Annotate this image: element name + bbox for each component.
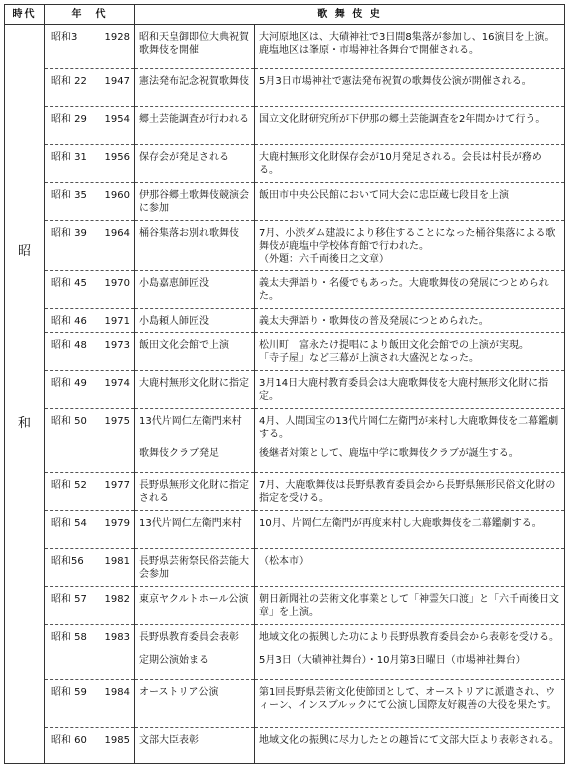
event-cell	[135, 309, 255, 333]
era-year: 昭和 46	[51, 316, 87, 327]
year-cell	[45, 371, 135, 409]
event-cell	[135, 371, 255, 409]
note-text: 義太夫弾語り・歌舞伎の普及発展につとめられた。	[259, 316, 489, 327]
note-text: 7月、小渋ダム建設により移住することになった桶谷集落による歌舞伎が鹿塩中学校体育館で行われた。	[259, 228, 556, 252]
event-text: 伊那谷郷土歌舞伎競演会に参加	[139, 190, 249, 214]
event-cell	[135, 624, 255, 648]
note-text: 朝日新聞社の芸術文化事業として「神霊矢口渡」と「六千両後日文章」を上演。	[259, 593, 559, 618]
event-cell	[135, 409, 255, 442]
table-row	[5, 409, 565, 442]
note-text: 大河原地区は、大磧神社で3日間8集落が参加し、16演目を上演。鹿塩地区は峯原・市場神社各舞台で開催される。	[259, 32, 555, 56]
table-row	[5, 309, 565, 333]
era-year: 昭和 60	[51, 734, 87, 746]
year-cell	[45, 548, 135, 586]
table-row	[5, 441, 565, 472]
note-cell	[255, 624, 565, 648]
event-text: 長野県教育委員会表彰	[139, 631, 239, 643]
era-cell	[5, 25, 45, 764]
note-text: 4月、人間国宝の13代片岡仁左衛門が来村し大鹿歌舞伎を二幕鑑劇する。	[259, 416, 559, 440]
event-text: 歌舞伎クラブ発足	[139, 448, 219, 459]
note-cell	[255, 271, 565, 309]
western-year: 1960	[104, 190, 130, 201]
year-cell	[45, 309, 135, 333]
note-cell	[255, 221, 565, 271]
year-cell	[45, 107, 135, 145]
note-text: 国立文化財研究所が下伊那の郷土芸能調査を2年間かけて行う。	[259, 114, 546, 125]
table-row	[5, 472, 565, 510]
event-cell	[135, 69, 255, 107]
era-year: 昭和 48	[51, 340, 87, 351]
table-row	[5, 586, 565, 624]
note-cell	[255, 441, 565, 472]
note-cell	[255, 107, 565, 145]
event-text: オーストリア公演	[139, 686, 219, 698]
event-cell	[135, 183, 255, 221]
western-year: 1985	[104, 734, 130, 746]
note-cell	[255, 69, 565, 107]
table-row	[5, 510, 565, 548]
note-text: 松川町 富永たけ提唱により飯田文化会館での上演が実現。	[259, 340, 529, 351]
year-cell	[45, 648, 135, 679]
note-text: 飯田市中央公民館において同大会に忠臣蔵七段目を上演	[259, 190, 509, 201]
note-cell	[255, 333, 565, 371]
note-text: 第1回長野県芸術文化使節団として、オーストリアに派遣され、ウィーン、インスブルックにて公演し国際友好親善の大役を果たす。	[259, 686, 557, 711]
event-text: 13代片岡仁左衛門来村	[139, 517, 242, 529]
western-year: 1975	[104, 416, 130, 427]
era-year: 昭和 39	[51, 228, 87, 239]
western-year: 1973	[104, 340, 130, 351]
note-cell	[255, 183, 565, 221]
note-text: 地域文化の振興した功により長野県教育委員会から表彰を受ける。	[259, 631, 559, 643]
western-year: 1971	[104, 316, 130, 327]
event-cell	[135, 145, 255, 183]
note-cell	[255, 727, 565, 763]
note-text: 10月、片岡仁左衛門が再度来村し大鹿歌舞伎を二幕鑑劇する。	[259, 517, 542, 529]
note-cell	[255, 25, 565, 69]
western-year: 1954	[104, 114, 130, 125]
event-text: 長野県芸術祭民俗芸能大会参加	[139, 555, 249, 580]
event-text: 憲法発布記念祝賀歌舞伎	[139, 76, 249, 87]
table-row	[5, 271, 565, 309]
era-year: 昭和 58	[51, 631, 87, 643]
era-year: 昭和3	[51, 32, 78, 43]
western-year: 1928	[104, 32, 130, 43]
note-cell	[255, 679, 565, 727]
table-row	[5, 679, 565, 727]
year-cell	[45, 679, 135, 727]
note-cell	[255, 145, 565, 183]
western-year: 1970	[104, 278, 130, 289]
table-row	[5, 648, 565, 679]
year-cell	[45, 145, 135, 183]
year-cell	[45, 69, 135, 107]
history-table	[4, 4, 565, 764]
event-cell	[135, 648, 255, 679]
event-cell	[135, 472, 255, 510]
event-text: 飯田文化会館で上演	[139, 340, 229, 351]
event-text: 小島頼人師匠没	[139, 316, 209, 327]
western-year: 1984	[104, 686, 130, 698]
event-text: 東京ヤクルトホール公演	[139, 593, 249, 605]
note-cell	[255, 371, 565, 409]
event-text: 郷土芸能調査が行われる	[139, 114, 249, 125]
event-cell	[135, 727, 255, 763]
note-text: 3月14日大鹿村教育委員会は大鹿歌舞伎を大鹿村無形文化財に指定。	[259, 378, 549, 402]
note-text: 7月、大鹿歌舞伎は長野県教育委員会から長野県無形民俗文化財の指定を受ける。	[259, 479, 556, 504]
era-year: 昭和 50	[51, 416, 87, 427]
western-year: 1947	[104, 76, 130, 87]
year-cell	[45, 409, 135, 442]
note-cell	[255, 648, 565, 679]
event-text: 小島嘉恵師匠没	[139, 278, 209, 289]
event-text: 桶谷集落お別れ歌舞伎	[139, 228, 239, 239]
era-year: 昭和 59	[51, 686, 87, 698]
western-year: 1977	[104, 479, 130, 491]
note-text: 地域文化の振興に尽力したとの趣旨にて文部大臣より表彰される。	[259, 734, 559, 746]
note-cell	[255, 548, 565, 586]
year-cell	[45, 271, 135, 309]
event-cell	[135, 441, 255, 472]
event-cell	[135, 586, 255, 624]
event-text: 13代片岡仁左衛門来村	[139, 416, 242, 427]
event-cell	[135, 333, 255, 371]
era-year: 昭和56	[51, 555, 84, 567]
era-year: 昭和 31	[51, 152, 87, 163]
note-text: 義太夫弾語り・名優でもあった。大鹿歌舞伎の発展につとめられた。	[259, 278, 549, 302]
table-row	[5, 624, 565, 648]
year-cell	[45, 586, 135, 624]
event-text: 長野県無形文化財に指定される	[139, 479, 249, 504]
note-text: 後継者対策として、鹿塩中学に歌舞伎クラブが誕生する。	[259, 448, 519, 459]
era-year: 昭和 49	[51, 378, 87, 389]
header-year: 年 代	[45, 5, 135, 25]
event-cell	[135, 679, 255, 727]
table-row	[5, 371, 565, 409]
table-row	[5, 183, 565, 221]
table-row	[5, 145, 565, 183]
table-row	[5, 333, 565, 371]
header-row	[5, 5, 565, 25]
table-row	[5, 221, 565, 271]
note-cell	[255, 472, 565, 510]
note-cell	[255, 510, 565, 548]
year-cell	[45, 183, 135, 221]
header-history: 歌 舞 伎 史	[135, 5, 565, 25]
western-year: 1983	[104, 631, 130, 643]
year-cell	[45, 333, 135, 371]
western-year: 1981	[104, 555, 130, 567]
era-year: 昭和 35	[51, 190, 87, 201]
western-year: 1974	[104, 378, 130, 389]
era-year: 昭和 52	[51, 479, 87, 491]
event-text: 大鹿村無形文化財に指定	[139, 378, 249, 389]
table-row	[5, 548, 565, 586]
header-era: 時代	[5, 5, 45, 25]
table-row	[5, 107, 565, 145]
event-text: 昭和天皇御即位大典祝賀歌舞伎を開催	[139, 32, 249, 56]
year-cell	[45, 221, 135, 271]
event-cell	[135, 221, 255, 271]
era-char: 昭	[17, 244, 31, 259]
western-year: 1979	[104, 517, 130, 529]
note-text: 「寺子屋」など三幕が上演され大盛況となった。	[259, 353, 479, 364]
era-year: 昭和 57	[51, 593, 87, 605]
table-row	[5, 25, 565, 69]
note-text: 大鹿村無形文化財保存会が10月発足される。会長は村長が務める。	[259, 152, 542, 176]
event-text: 保存会が発足される	[139, 152, 229, 163]
note-cell	[255, 309, 565, 333]
event-text: 定期公演始まる	[139, 655, 209, 666]
western-year: 1956	[104, 152, 130, 163]
note-cell	[255, 409, 565, 442]
note-cell	[255, 586, 565, 624]
era-year: 昭和 29	[51, 114, 87, 125]
year-cell	[45, 510, 135, 548]
year-cell	[45, 25, 135, 69]
era-year: 昭和 45	[51, 278, 87, 289]
event-cell	[135, 510, 255, 548]
western-year: 1982	[104, 593, 130, 605]
era-char: 和	[17, 416, 31, 431]
year-cell	[45, 441, 135, 472]
note-text: （松本市）	[259, 555, 309, 567]
table-row	[5, 727, 565, 763]
table-row	[5, 69, 565, 107]
event-text: 文部大臣表彰	[139, 734, 199, 746]
year-cell	[45, 624, 135, 648]
western-year: 1964	[104, 228, 130, 239]
year-cell	[45, 472, 135, 510]
event-cell	[135, 25, 255, 69]
table-body	[5, 25, 565, 764]
note-text: 5月3日（大磧神社舞台）・10月第3日曜日（市場神社舞台）	[259, 655, 526, 666]
note-text: （外題：六千両後日之文章）	[259, 254, 389, 265]
era-year: 昭和 54	[51, 517, 87, 529]
era-year: 昭和 22	[51, 76, 87, 87]
event-cell	[135, 548, 255, 586]
event-cell	[135, 271, 255, 309]
note-text: 5月3日市場神社で憲法発布祝賀の歌舞伎公演が開催される。	[259, 76, 532, 87]
year-cell	[45, 727, 135, 763]
event-cell	[135, 107, 255, 145]
